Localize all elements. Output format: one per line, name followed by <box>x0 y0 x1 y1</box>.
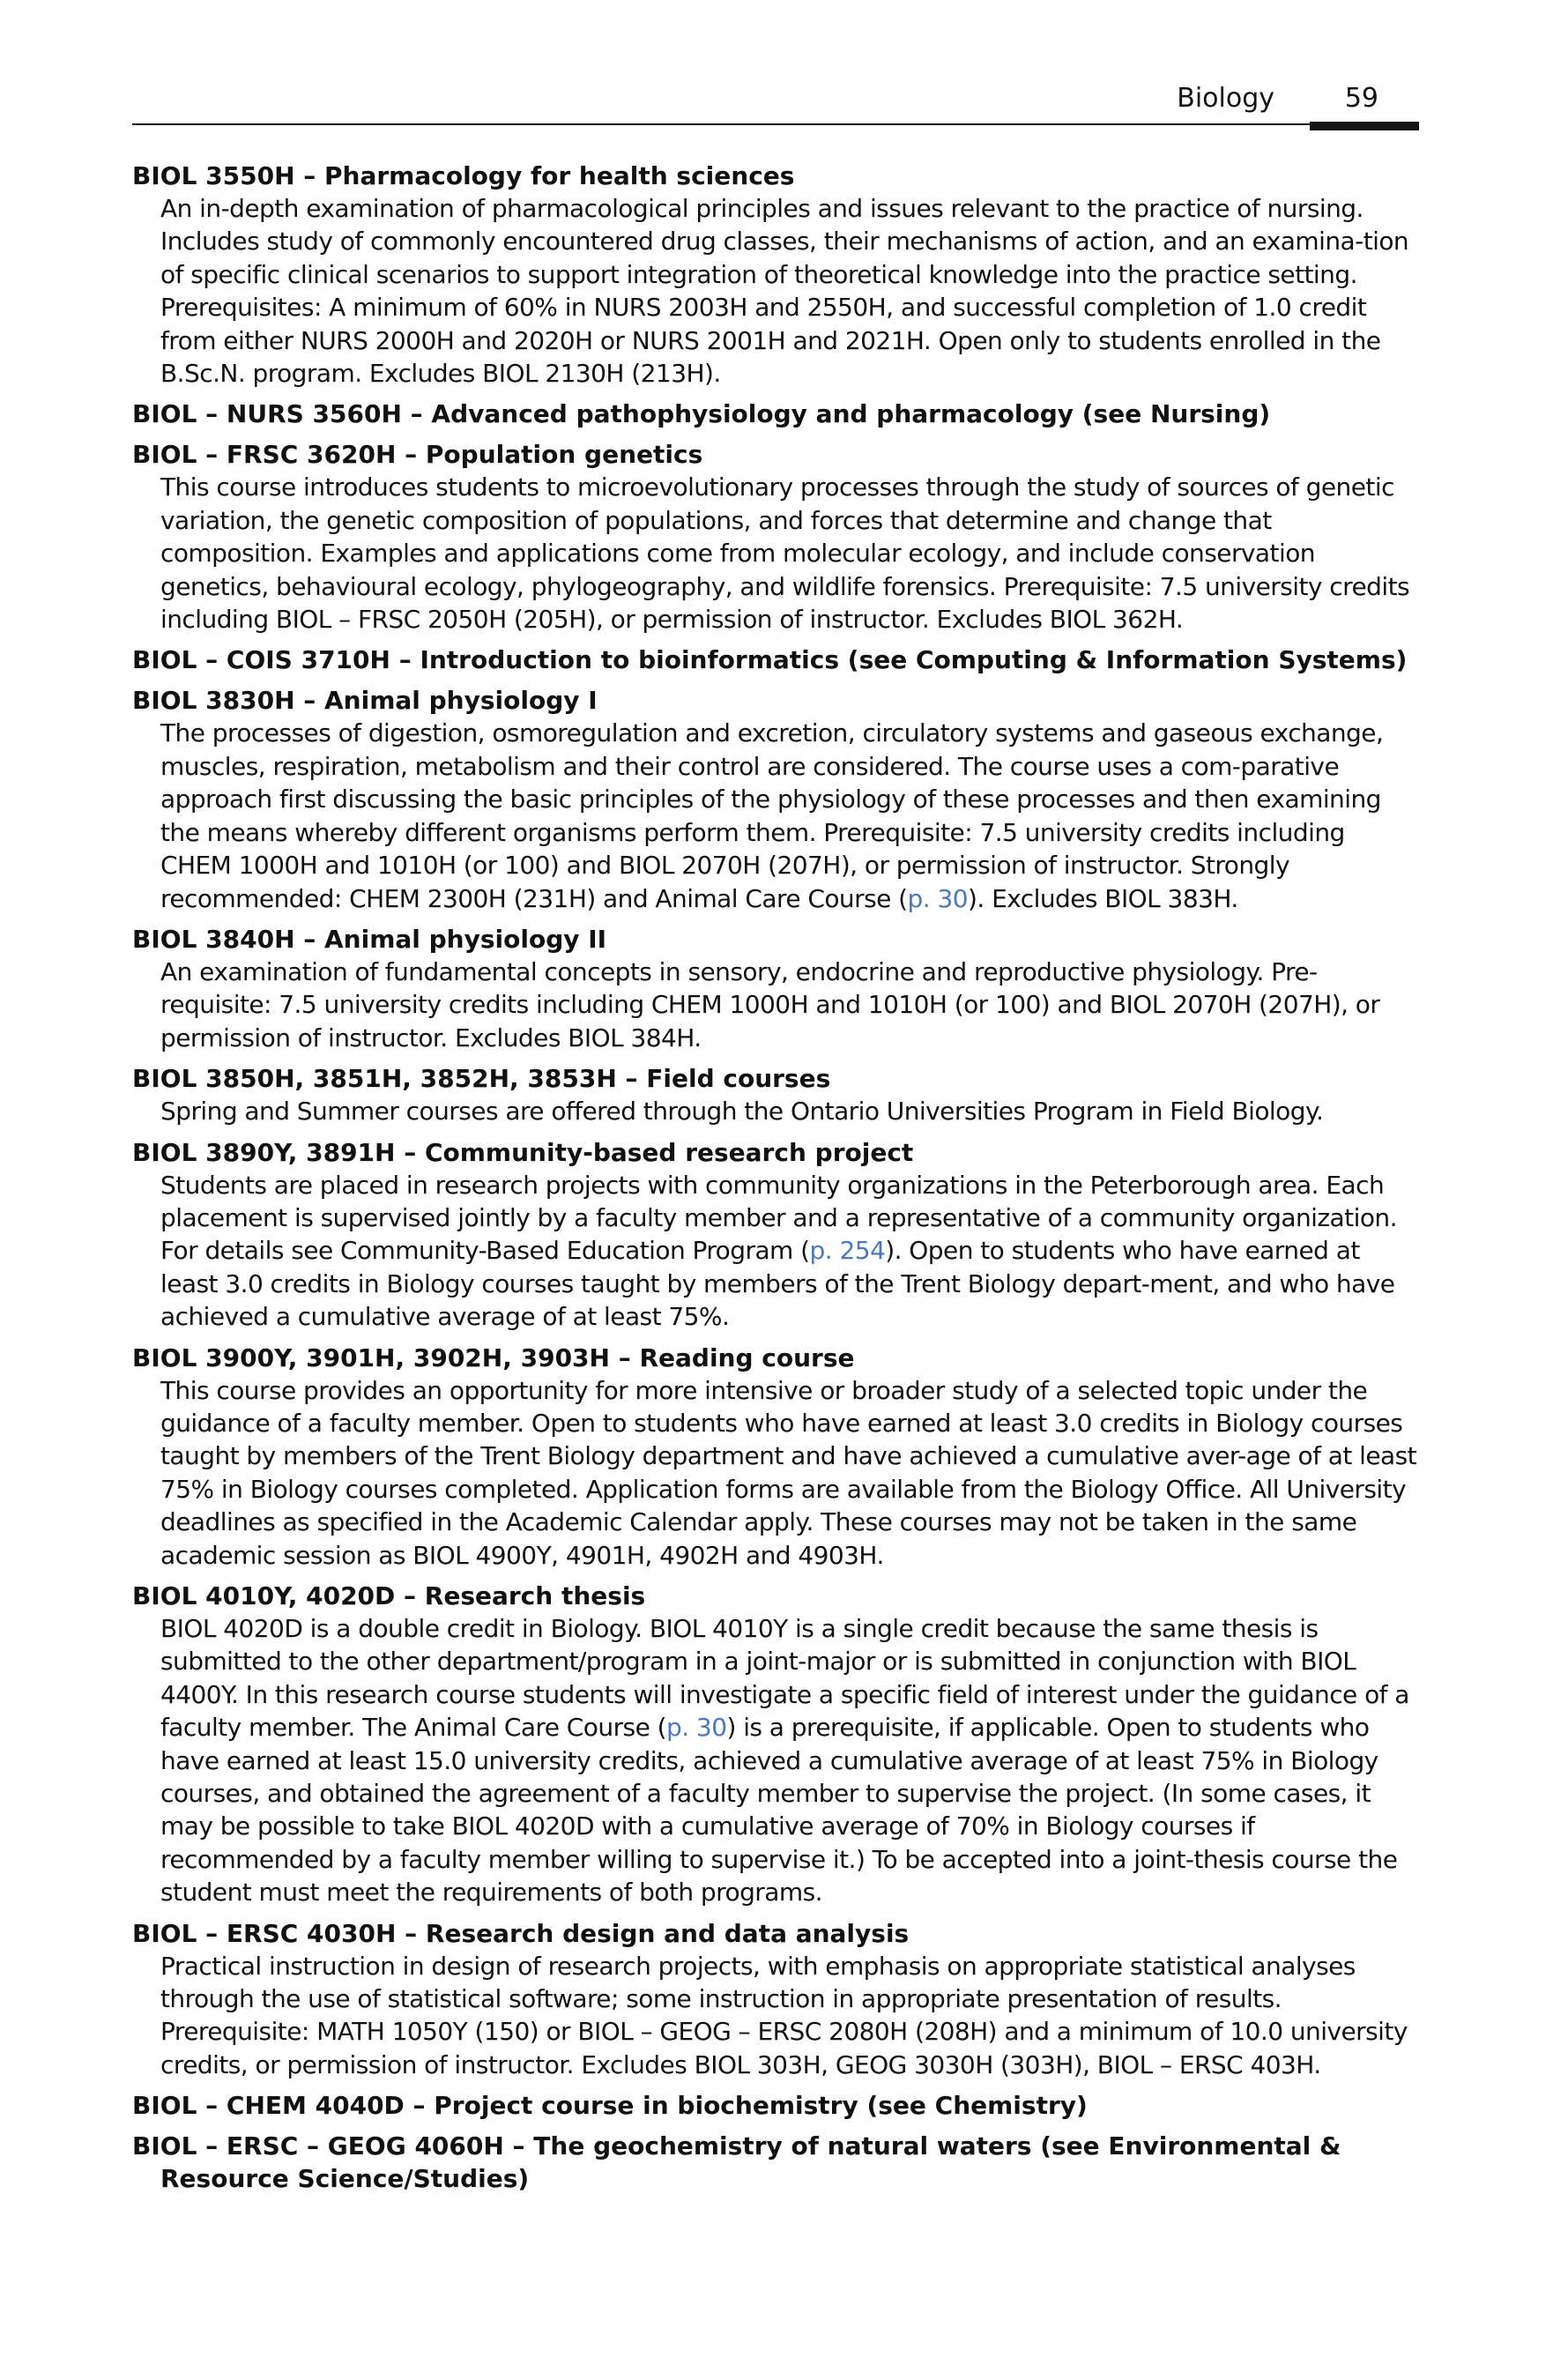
header-rule <box>132 123 1419 125</box>
course-title: BIOL 3900Y, 3901H, 3902H, 3903H – Reading course <box>132 1342 855 1372</box>
course-description <box>160 717 1419 914</box>
course-title: BIOL 4010Y, 4020D – Research thesis <box>132 1581 646 1610</box>
course-entry <box>132 684 1419 914</box>
course-description: This course provides an opportunity for more intensive or broader study of a selected topic under the guidance of a faculty member. Open to students who have earned at least 3.0 credits in Biology courses taught by members of the Trent Biology department and have achieved a cumulative aver-age of at least 75% in Biology courses completed. Application forms are available from the Biology Office. All University deadlines as specified in the Academic Calendar apply. These courses may not be taken in the same academic session as BIOL 4900Y, 4901H, 4902H and 4903H. <box>160 1375 1417 1570</box>
description-text: Students are placed in research projects with community organizations in the Peterborough area. Each placement is supervised jointly by a faculty member and a representative of a community organization. For details see Community-Based Education Program ( <box>160 1170 1397 1266</box>
course-entry <box>132 160 1419 390</box>
page-number: 59 <box>1344 83 1378 114</box>
description-text: ). Open to students who have earned at least 3.0 credits in Biology courses taught by members of the Trent Biology depart-ment, and who have achieved a cumulative average of at least 75%. <box>160 1236 1395 1332</box>
course-description: This course introduces students to microevolutionary processes through the study of sources of genetic variation, the genetic composition of populations, and forces that determine and change that composition. Examples and applications come from molecular ecology, and include conservation genetics, behavioural ecology, phylogeography, and wildlife forensics. Prerequisite: 7.5 university credits including BIOL – FRSC 2050H (205H), or permission of instructor. Excludes BIOL 362H. <box>160 472 1410 635</box>
page-link[interactable]: p. 254 <box>809 1236 886 1266</box>
course-title: BIOL – NURS 3560H – Advanced pathophysiology and pharmacology (see Nursing) <box>132 399 1271 429</box>
course-title: BIOL – FRSC 3620H – Population genetics <box>132 440 703 470</box>
course-description: An examination of fundamental concepts in sensory, endocrine and reproductive physiology. Pre-requisite: 7.5 university credits including CHEM 1000H and 1010H (or 100) and BIOL 2070H (207H), or permission of instructor. Excludes BIOL 384H. <box>160 956 1380 1052</box>
course-entry <box>132 1136 1419 1334</box>
course-entry <box>132 923 1419 1054</box>
course-entry <box>132 398 1419 430</box>
description-text: BIOL 4020D is a double credit in Biology. BIOL 4010Y is a single credit because the same thesis is submitted to the other department/program in a joint-major or is submitted in conjunction with BIOL 4400Y. In this research course students will investigate a specific field of interest under the guidance of a faculty member. The Animal Care Course ( <box>160 1614 1409 1743</box>
course-entry <box>132 2130 1419 2195</box>
running-head-section: Biology <box>1177 83 1274 114</box>
course-entry <box>132 1062 1419 1127</box>
course-title: BIOL 3830H – Animal physiology I <box>132 686 598 716</box>
course-entry <box>132 438 1419 636</box>
description-text: ) is a prerequisite, if applicable. Open to students who have earned at least 15.0 university credits, achieved a cumulative average of at least 75% in Biology courses, and obtained the agreement of a faculty member to supervise the project. (In some cases, it may be possible to take BIOL 4020D with a cumulative average of 70% in Biology courses if recommended by a faculty member willing to supervise it.) To be accepted into a joint-thesis course the student must meet the requirements of both programs. <box>160 1713 1398 1908</box>
course-description: An in-depth examination of pharmacological principles and issues relevant to the practice of nursing. Includes study of commonly encountered drug classes, their mechanisms of action, and an examina-tion of specific clinical scenarios to support integration of theoretical knowledge into the practice setting. Prerequisites: A minimum of 60% in NURS 2003H and 2550H, and successful completion of 1.0 credit from either NURS 2000H and 2020H or NURS 2001H and 2021H. Open only to students enrolled in the B.Sc.N. program. Excludes BIOL 2130H (213H). <box>160 194 1409 389</box>
course-title: BIOL – CHEM 4040D – Project course in biochemistry (see Chemistry) <box>132 2091 1088 2121</box>
description-text: The processes of digestion, osmoregulation and excretion, circulatory systems and gaseous exchange, muscles, respiration, metabolism and their control are considered. The course uses a com-parative approach first discussing the basic principles of the physiology of these processes and then examining the means whereby different organisms perform them. Prerequisite: 7.5 university credits including CHEM 1000H and 1010H (or 100) and BIOL 2070H (207H), or permission of instructor. Strongly recommended: CHEM 2300H (231H) and Animal Care Course ( <box>160 718 1384 913</box>
description-text: ). Excludes BIOL 383H. <box>968 883 1238 913</box>
header-tab-bar <box>1310 122 1419 130</box>
course-title: BIOL 3890Y, 3891H – Community-based research project <box>132 1137 914 1167</box>
course-description: Spring and Summer courses are offered through the Ontario Universities Program in Field Biology. <box>160 1097 1324 1127</box>
page-link[interactable]: p. 30 <box>907 883 968 913</box>
course-title: BIOL – ERSC – GEOG 4060H – The geochemistry of natural waters (see Environmental & Resource Science/Studies) <box>132 2131 1341 2194</box>
course-description <box>160 1169 1419 1334</box>
course-title: BIOL 3550H – Pharmacology for health sciences <box>132 161 795 190</box>
course-entry <box>132 1342 1419 1572</box>
course-title: BIOL 3850H, 3851H, 3852H, 3853H – Field courses <box>132 1064 831 1094</box>
course-title: BIOL – ERSC 4030H – Research design and data analysis <box>132 1918 910 1948</box>
course-title: BIOL 3840H – Animal physiology II <box>132 924 607 954</box>
course-entry <box>132 2089 1419 2122</box>
course-description: Practical instruction in design of research projects, with emphasis on appropriate statistical analyses through the use of statistical software; some instruction in appropriate presentation of results. Prerequisite: MATH 1050Y (150) or BIOL – GEOG – ERSC 2080H (208H) and a minimum of 10.0 university credits, or permission of instructor. Excludes BIOL 303H, GEOG 3030H (303H), BIOL – ERSC 403H. <box>160 1951 1408 2079</box>
page-header <box>132 81 1419 130</box>
course-title: BIOL – COIS 3710H – Introduction to bioinformatics (see Computing & Information Systems) <box>132 645 1408 675</box>
course-listing <box>132 160 1419 2203</box>
page-link[interactable]: p. 30 <box>666 1713 727 1743</box>
course-entry <box>132 1580 1419 1909</box>
course-description <box>160 1612 1419 1909</box>
course-entry <box>132 1917 1419 2082</box>
course-entry <box>132 643 1419 676</box>
